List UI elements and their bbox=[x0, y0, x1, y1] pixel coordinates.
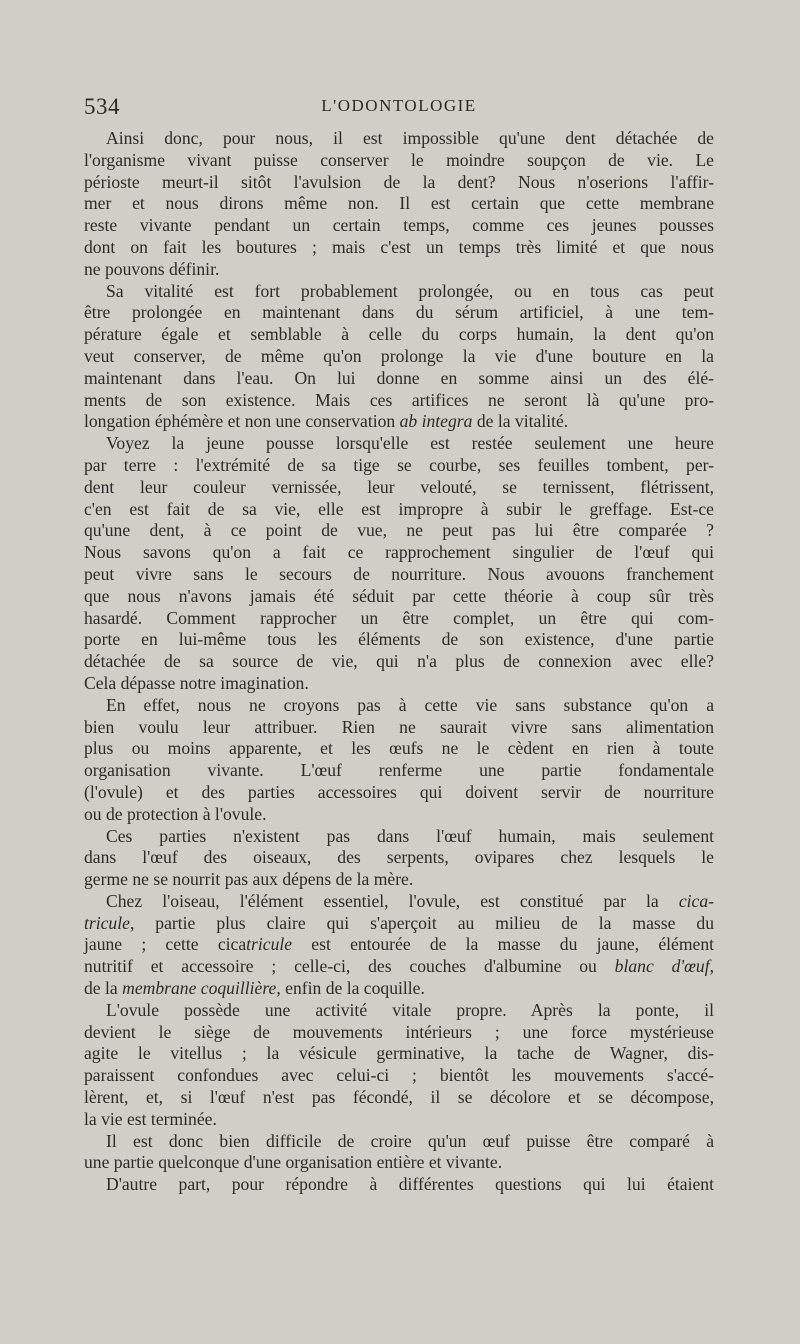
text-line: devient le siège de mouvements intérieurs ; une force mystérieuse bbox=[84, 1021, 714, 1042]
text-line: Chez l'oiseau, l'élément essentiel, l'ovule, est constitué par la cica- bbox=[106, 890, 714, 911]
paragraph bbox=[84, 1174, 714, 1196]
page-number: 534 bbox=[84, 94, 120, 119]
text-line: hasardé. Comment rapprocher un être complet, un être qui com- bbox=[84, 607, 714, 628]
text-line: Il est donc bien difficile de croire qu'un œuf puisse être comparé à bbox=[106, 1130, 714, 1151]
text-line: nutritif et accessoire ; celle-ci, des couches d'albumine ou blanc d'œuf, bbox=[84, 956, 714, 977]
paragraph bbox=[84, 695, 714, 826]
text-line: que nous n'avons jamais été séduit par cette théorie à coup sûr très bbox=[84, 585, 714, 606]
text-line: Sa vitalité est fort probablement prolongée, ou en tous cas peut bbox=[106, 280, 714, 301]
text-line: l'organisme vivant puisse conserver le moindre soupçon de vie. Le bbox=[84, 149, 714, 170]
text-line: Cela dépasse notre imagination. bbox=[84, 672, 309, 693]
text-line: peut vivre sans le secours de nourriture. Nous avouons franchement bbox=[84, 563, 714, 584]
body-text bbox=[84, 128, 714, 1196]
text-line: la vie est terminée. bbox=[84, 1108, 217, 1129]
text-line: (l'ovule) et des parties accessoires qui doivent servir de nourriture bbox=[84, 781, 714, 802]
running-title: L'ODONTOLOGIE bbox=[321, 96, 477, 115]
text-line: de la membrane coquillière, enfin de la coquille. bbox=[84, 978, 425, 999]
text-line: D'autre part, pour répondre à différentes questions qui lui étaient bbox=[106, 1174, 714, 1195]
text-line: jaune ; cette cicatricule est entourée de la masse du jaune, élément bbox=[84, 934, 714, 955]
text-line: ments de son existence. Mais ces artifices ne seront là qu'une pro- bbox=[84, 389, 714, 410]
text-line: paraissent confondues avec celui-ci ; bientôt les mouvements s'accé- bbox=[84, 1065, 714, 1086]
paragraph bbox=[84, 281, 714, 434]
page-header bbox=[84, 94, 714, 120]
text-line: tricule, partie plus claire qui s'aperçoit au milieu de la masse du bbox=[84, 912, 714, 933]
text-line: plus ou moins apparente, et les œufs ne le cèdent en rien à toute bbox=[84, 738, 714, 759]
paragraph bbox=[84, 128, 714, 281]
text-line: dont on fait les boutures ; mais c'est un temps très limité et que nous bbox=[84, 236, 714, 257]
text-line: Ces parties n'existent pas dans l'œuf humain, mais seulement bbox=[106, 825, 714, 846]
paragraph bbox=[84, 1131, 714, 1175]
text-line: lèrent, et, si l'œuf n'est pas fécondé, il se décolore et se décompose, bbox=[84, 1087, 714, 1108]
paragraph bbox=[84, 891, 714, 1000]
text-line: dent leur couleur vernissée, leur velouté, se ternissent, flétrissent, bbox=[84, 476, 714, 497]
text-line: veut conserver, de même qu'on prolonge la vie d'une bouture en la bbox=[84, 345, 714, 366]
text-line: En effet, nous ne croyons pas à cette vie sans substance qu'on a bbox=[106, 694, 714, 715]
text-line: bien voulu leur attribuer. Rien ne saurait vivre sans alimentation bbox=[84, 716, 714, 737]
paragraph bbox=[84, 1000, 714, 1131]
text-line: pérature égale et semblable à celle du corps humain, la dent qu'on bbox=[84, 324, 714, 345]
text-line: dans l'œuf des oiseaux, des serpents, ovipares chez lesquels le bbox=[84, 847, 714, 868]
text-line: maintenant dans l'eau. On lui donne en somme ainsi un des élé- bbox=[84, 367, 714, 388]
text-line: par terre : l'extrémité de sa tige se courbe, ses feuilles tombent, per- bbox=[84, 454, 714, 475]
text-line: Voyez la jeune pousse lorsqu'elle est restée seulement une heure bbox=[106, 433, 714, 454]
text-line: reste vivante pendant un certain temps, comme ces jeunes pousses bbox=[84, 215, 714, 236]
text-line: ne pouvons définir. bbox=[84, 258, 220, 279]
text-line: organisation vivante. L'œuf renferme une partie fondamentale bbox=[84, 760, 714, 781]
text-line: mer et nous dirons même non. Il est certain que cette membrane bbox=[84, 193, 714, 214]
text-line: Ainsi donc, pour nous, il est impossible qu'une dent détachée de bbox=[106, 128, 714, 148]
text-line: qu'une dent, à ce point de vue, ne peut pas lui être comparée ? bbox=[84, 520, 714, 541]
paragraph bbox=[84, 826, 714, 891]
text-line: L'ovule possède une activité vitale propre. Après la ponte, il bbox=[106, 999, 714, 1020]
text-line: agite le vitellus ; la vésicule germinative, la tache de Wagner, dis- bbox=[84, 1043, 714, 1064]
text-line: porte en lui-même tous les éléments de son existence, d'une partie bbox=[84, 629, 714, 650]
text-line: c'en est fait de sa vie, elle est impropre à subir le greffage. Est-ce bbox=[84, 498, 714, 519]
text-line: détachée de sa source de vie, qui n'a plus de connexion avec elle? bbox=[84, 651, 714, 672]
text-line: germe ne se nourrit pas aux dépens de la mère. bbox=[84, 869, 414, 890]
paragraph bbox=[84, 433, 714, 695]
text-line: longation éphémère et non une conservation ab integra de la vitalité. bbox=[84, 411, 569, 432]
text-line: être prolongée en maintenant dans du sérum artificiel, à une tem- bbox=[84, 302, 714, 323]
text-line: ou de protection à l'ovule. bbox=[84, 803, 267, 824]
text-line: une partie quelconque d'une organisation entière et vivante. bbox=[84, 1152, 503, 1173]
text-line: Nous savons qu'on a fait ce rapprochement singulier de l'œuf qui bbox=[84, 542, 714, 563]
text-line: périoste meurt-il sitôt l'avulsion de la dent? Nous n'oserions l'affir- bbox=[84, 171, 714, 192]
